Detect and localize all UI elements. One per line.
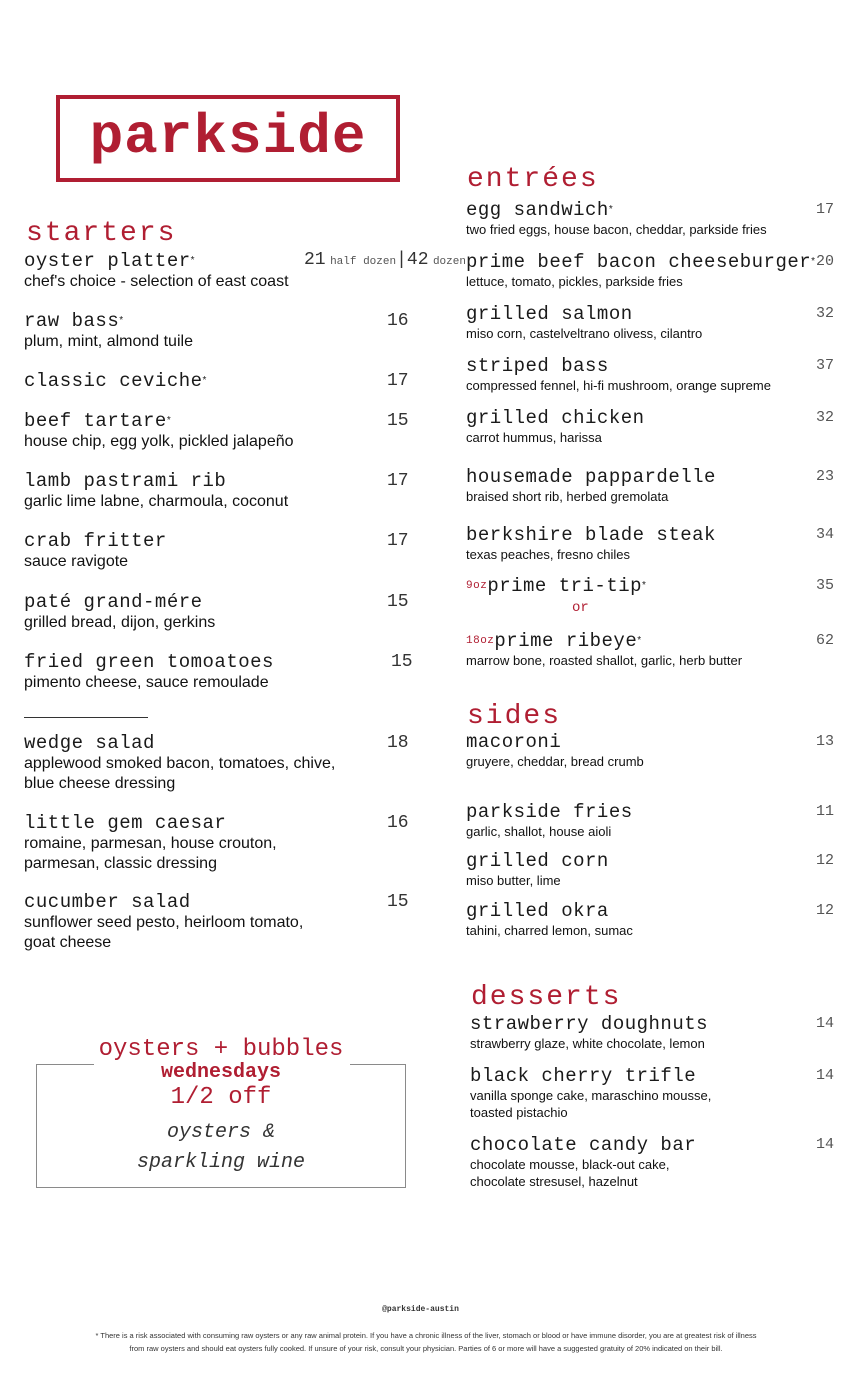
- menu-item-housemade-pappardelle: [466, 466, 836, 505]
- item-description: house chip, egg yolk, pickled jalapeño: [24, 433, 294, 450]
- item-description-line-1: applewood smoked bacon, tomatoes, chive,: [24, 755, 336, 772]
- item-name: striped bass: [466, 355, 609, 377]
- item-price: 62: [816, 632, 835, 649]
- item-name: berkshire blade steak: [466, 524, 716, 546]
- logo-frame: [56, 95, 400, 182]
- item-description: marrow bone, roasted shallot, garlic, herb butter: [466, 653, 743, 668]
- menu-item-prime-tri-tip: [466, 575, 836, 616]
- item-name: macoroni: [466, 731, 562, 753]
- menu-item-grilled-chicken: [466, 407, 836, 446]
- item-price: 16: [387, 311, 409, 331]
- item-description-line-1: romaine, parmesan, house crouton,: [24, 835, 277, 852]
- disclaimer-line-2: from raw oysters and should eat oysters fully cooked. If unsure of your risk, consult your physician. Parties of 6 or more will have a suggested gratuity of 20% indicated on their bill.: [129, 1344, 723, 1353]
- item-name: fried green tomoatoes: [24, 651, 274, 673]
- item-price: 13: [816, 733, 835, 750]
- section-divider: [24, 717, 148, 718]
- item-price: 32: [816, 305, 835, 322]
- or-separator: or: [572, 600, 589, 616]
- item-price: 11: [816, 803, 835, 820]
- item-name: black cherry trifle: [470, 1065, 697, 1087]
- raw-warning-mark: *: [642, 580, 647, 591]
- promo-line-1: oysters &: [166, 1121, 276, 1144]
- menu-item-chocolate-candy-bar: [470, 1134, 836, 1190]
- item-name: strawberry doughnuts: [470, 1013, 709, 1035]
- item-price: 17: [816, 201, 835, 218]
- raw-warning-mark: *: [811, 256, 816, 267]
- menu-item-parkside-fries: [466, 801, 836, 840]
- item-name: raw bass: [24, 310, 120, 332]
- item-name: oyster platter: [24, 250, 191, 272]
- item-price: 15: [387, 411, 409, 431]
- raw-warning-mark: *: [119, 315, 124, 326]
- item-description: gruyere, cheddar, bread crumb: [466, 754, 644, 769]
- promo-line-2: sparkling wine: [136, 1151, 306, 1174]
- item-price: 18: [387, 733, 409, 753]
- item-name: lamb pastrami rib: [24, 470, 227, 492]
- item-name: housemade pappardelle: [466, 466, 716, 488]
- item-description-line-2: chocolate stresusel, hazelnut: [470, 1174, 638, 1189]
- item-description: plum, mint, almond tuile: [24, 333, 193, 350]
- item-name: grilled salmon: [466, 303, 633, 325]
- item-description-line-2: parmesan, classic dressing: [24, 855, 217, 872]
- item-price: 17: [387, 371, 409, 391]
- menu-item-fried-green-tomatoes: [24, 651, 414, 693]
- menu-item-egg-sandwich: [466, 199, 836, 238]
- item-description: compressed fennel, hi-fi mushroom, orange supreme: [466, 378, 771, 393]
- social-handle: @parkside-austin: [382, 1305, 459, 1314]
- item-name: little gem caesar: [24, 812, 227, 834]
- item-price: 17: [387, 471, 409, 491]
- menu-item-berkshire-blade-steak: [466, 524, 836, 563]
- item-name: paté grand-mére: [24, 591, 203, 613]
- item-name: prime tri-tip: [487, 575, 643, 597]
- item-price: 32: [816, 409, 835, 426]
- item-name: crab fritter: [24, 530, 167, 552]
- promo-day: wednesdays: [160, 1061, 282, 1084]
- menu-item-crab-fritter: [24, 530, 414, 572]
- item-name: chocolate candy bar: [470, 1134, 697, 1156]
- item-price: 12: [816, 902, 835, 919]
- menu-item-grilled-corn: [466, 850, 836, 889]
- item-description: two fried eggs, house bacon, cheddar, parkside fries: [466, 222, 767, 237]
- item-description-line-1: chocolate mousse, black-out cake,: [470, 1157, 670, 1172]
- item-name: cucumber salad: [24, 891, 191, 913]
- item-name: parkside fries: [466, 801, 633, 823]
- item-description: sauce ravigote: [24, 553, 129, 570]
- raw-warning-mark: *: [166, 415, 172, 426]
- label-half-dozen: half dozen: [330, 256, 397, 268]
- item-description: tahini, charred lemon, sumac: [466, 923, 633, 938]
- item-price: 16: [387, 813, 409, 833]
- promo-title: oysters + bubbles: [98, 1036, 344, 1063]
- menu-item-classic-ceviche: [24, 370, 414, 392]
- item-name: grilled chicken: [466, 407, 645, 429]
- item-price: 37: [816, 357, 835, 374]
- item-description-line-1: sunflower seed pesto, heirloom tomato,: [24, 914, 304, 931]
- menu-item-strawberry-doughnuts: [470, 1013, 836, 1052]
- raw-warning-mark: *: [637, 635, 642, 646]
- menu-item-macoroni: [466, 731, 836, 770]
- item-price: 17: [387, 531, 409, 551]
- item-description: garlic lime labne, charmoula, coconut: [24, 493, 289, 510]
- item-description: pimento cheese, sauce remoulade: [24, 674, 269, 691]
- item-name: classic ceviche: [24, 370, 203, 392]
- item-price: 14: [816, 1015, 835, 1032]
- item-name: egg sandwich: [466, 199, 609, 221]
- promo-deal: 1/2 off: [170, 1084, 272, 1111]
- menu-item-oyster-platter: [24, 250, 466, 292]
- menu-item-prime-ribeye: [466, 630, 836, 669]
- item-name: beef tartare: [24, 410, 167, 432]
- item-name: grilled okra: [466, 900, 609, 922]
- raw-warning-mark: *: [190, 255, 196, 266]
- item-description-line-2: blue cheese dressing: [24, 775, 176, 792]
- item-price: 14: [816, 1067, 835, 1084]
- item-description: garlic, shallot, house aioli: [466, 824, 612, 839]
- item-price: 15: [387, 592, 409, 612]
- item-price: 20: [816, 253, 835, 270]
- item-description: miso butter, lime: [466, 873, 561, 888]
- menu-item-striped-bass: [466, 355, 836, 394]
- item-name: grilled corn: [466, 850, 609, 872]
- item-price: 12: [816, 852, 835, 869]
- entrees-heading: entrées: [467, 164, 599, 195]
- item-description-line-1: strawberry glaze, white chocolate, lemon: [470, 1036, 705, 1051]
- price-half-dozen: 21: [304, 250, 326, 270]
- item-description: texas peaches, fresno chiles: [466, 547, 631, 562]
- menu-item-pate-grand-mere: [24, 591, 414, 633]
- menu-item-little-gem-caesar: [24, 812, 414, 874]
- desserts-heading: desserts: [471, 982, 622, 1013]
- menu-item-black-cherry-trifle: [470, 1065, 836, 1121]
- item-price: 14: [816, 1136, 835, 1153]
- item-description: lettuce, tomato, pickles, parkside fries: [466, 274, 683, 289]
- price-dozen: 42: [406, 250, 429, 270]
- item-price: 35: [816, 577, 835, 594]
- menu-item-raw-bass: [24, 310, 414, 352]
- item-description-line-2: goat cheese: [24, 934, 112, 951]
- menu-item-wedge-salad: [24, 732, 414, 794]
- sides-heading: sides: [467, 701, 562, 732]
- item-description-line-2: toasted pistachio: [470, 1105, 568, 1120]
- portion-size: 18oz: [466, 635, 495, 647]
- starters-heading: starters: [26, 218, 177, 249]
- menu-item-grilled-salmon: [466, 303, 836, 342]
- label-dozen: dozen: [432, 256, 466, 268]
- item-name: prime beef bacon cheeseburger: [466, 251, 812, 273]
- item-name: wedge salad: [24, 732, 155, 754]
- item-description: braised short rib, herbed gremolata: [466, 489, 669, 504]
- item-description-line-1: vanilla sponge cake, maraschino mousse,: [470, 1088, 712, 1103]
- item-description: miso corn, castelveltrano olivess, cilantro: [466, 326, 703, 341]
- item-description: grilled bread, dijon, gerkins: [24, 614, 216, 631]
- item-description: chef's choice - selection of east coast: [24, 273, 289, 290]
- disclaimer-line-1: * There is a risk associated with consuming raw oysters or any raw animal protein. If you have a chronic illness of the liver, stomach or blood or have immune disorder, you are at greatest risk of illness: [95, 1331, 757, 1340]
- menu-item-lamb-pastrami-rib: [24, 470, 414, 512]
- raw-warning-mark: *: [202, 375, 207, 386]
- oyster-prices: 21 half dozen|42 dozen: [304, 250, 466, 270]
- item-price: 34: [816, 526, 835, 543]
- logo-text: parkside: [89, 105, 367, 169]
- menu-item-cucumber-salad: [24, 891, 414, 953]
- menu-item-beef-tartare: [24, 410, 414, 452]
- raw-warning-mark: *: [608, 204, 614, 215]
- menu-item-grilled-okra: [466, 900, 836, 939]
- item-description: carrot hummus, harissa: [466, 430, 602, 445]
- item-price: 15: [387, 892, 409, 912]
- portion-size: 9oz: [466, 580, 488, 592]
- item-price: 15: [391, 652, 413, 672]
- item-name: prime ribeye: [494, 630, 638, 652]
- disclaimer: [70, 1329, 782, 1355]
- item-price: 23: [816, 468, 835, 485]
- menu-item-cheeseburger: [466, 251, 836, 290]
